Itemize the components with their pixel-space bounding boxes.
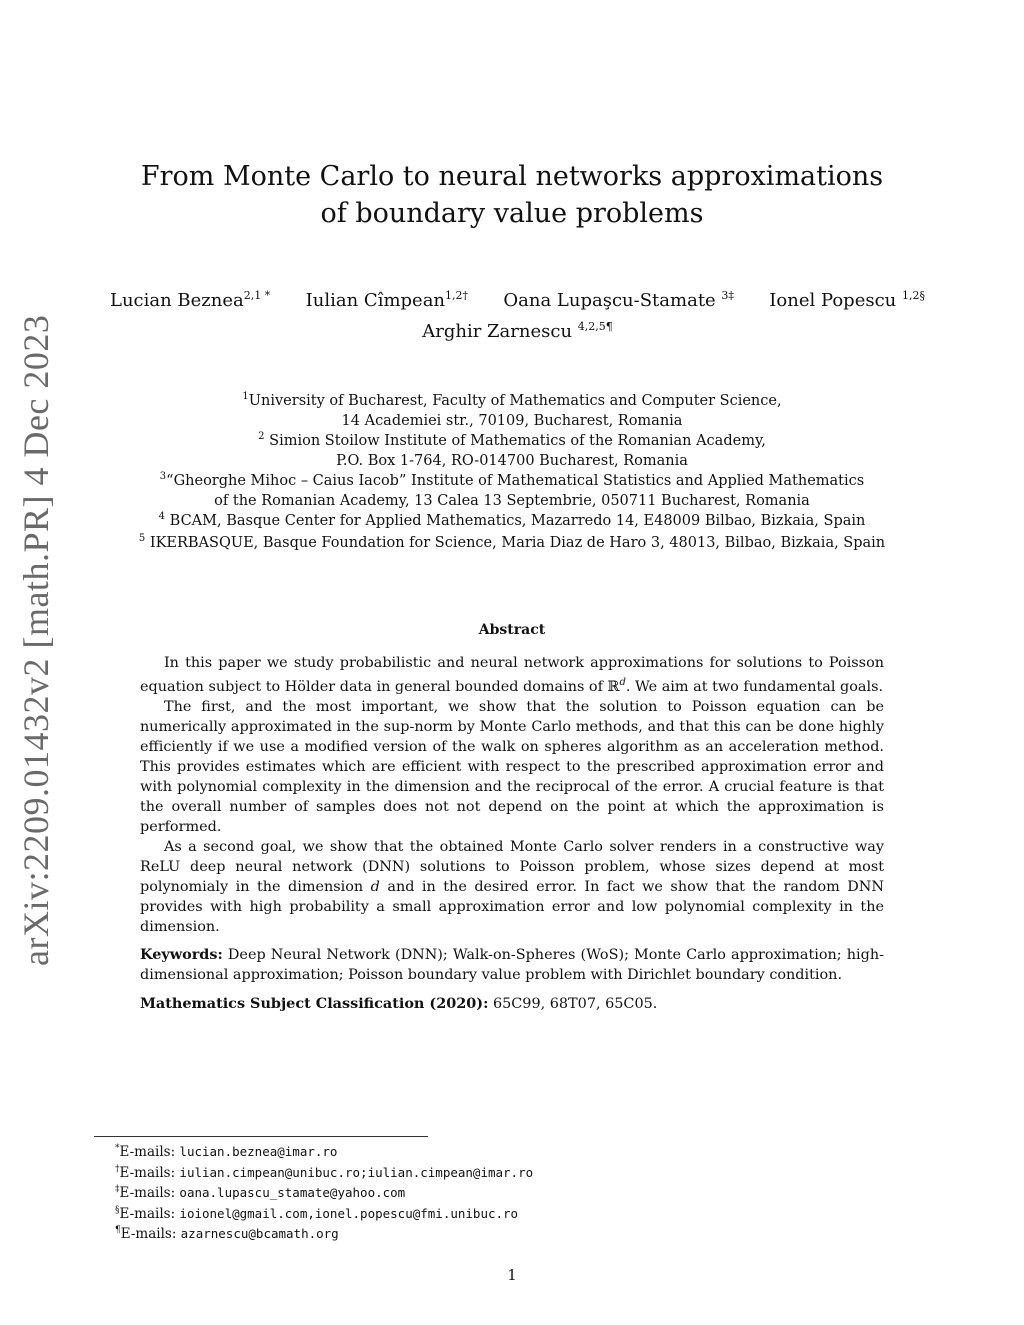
affiliation-3: $^3$“Gheorghe Mihoc – Caius Iacob” Institute of Mathematical Statistics and Applied Mathematics of the Romanian Academy, 13 Calea 13 Septembrie, 050711 Bucharest, Romania	[159, 471, 865, 509]
author-popescu: Ionel Popescu $^{1,2\S}$	[769, 289, 925, 311]
abstract-heading: Abstract	[478, 622, 546, 638]
affiliation-5: $^5$ IKERBASQUE, Basque Foundation for Science, Maria Diaz de Haro 3, 48013, Bilbao, Bizkaia, Spain	[138, 533, 886, 551]
abstract-paragraph-3: As a second goal, we show that the obtained Monte Carlo solver renders in a constructive way ReLU deep neural network (DNN) solutions to Poisson problem, whose sizes depend at most polynomialy in the dimension d and in the desired error. In fact we show that the random DNN provides with high probability a small approximation error and low polynomial complexity in the dimension.	[140, 838, 884, 935]
footnote-popescu: §E-mails: ioionel@gmail.com,ionel.popescu@fmi.unibuc.ro	[115, 1205, 519, 1222]
keywords: Keywords: Deep Neural Network (DNN); Walk-on-Spheres (WoS); Monte Carlo approximation; high-dimensional approximation; Poisson boundary value problem with Dirichlet boundary condition.	[140, 945, 884, 983]
affiliation-2: $^2$ Simion Stoilow Institute of Mathematics of the Romanian Academy, P.O. Box 1-764, RO-014700 Bucharest, Romania	[258, 431, 766, 469]
footnote-zarnescu: ¶E-mails: azarnescu@bcamath.org	[115, 1225, 339, 1242]
title-line-1: From Monte Carlo to neural networks approximations	[140, 161, 884, 192]
affiliation-4: $^4$ BCAM, Basque Center for Applied Mathematics, Mazarredo 14, E48009 Bilbao, Bizkaia, Spain	[158, 511, 866, 529]
author-lupascu-stamate: Oana Lupaşcu-Stamate $^{3\ddagger}$	[503, 289, 734, 311]
math-reals: ℝ	[607, 678, 620, 695]
footnote-beznea: *E-mails: lucian.beznea@imar.ro	[115, 1143, 338, 1160]
affiliations	[100, 391, 924, 553]
abstract-paragraph-2: The first, and the most important, we show that the solution to Poisson equation can be numerically approximated in the sup-norm by Monte Carlo methods, and that this can be done highly efficiently if we use a modified version of the walk on spheres algorithm as an acceleration method. This provides estimates which are efficient with respect to the prescribed approximation error and with polynomial complexity in the dimension and the reciprocal of the error. A crucial feature is that the overall number of samples does not not depend on the point at which the approximation is performed.	[140, 698, 884, 835]
page-number: 1	[507, 1266, 517, 1284]
affiliation-1: $^1$University of Bucharest, Faculty of Mathematics and Computer Science, 14 Academiei str., 70109, Bucharest, Romania	[242, 391, 782, 429]
msc-classification: Mathematics Subject Classification (2020): 65C99, 68T07, 65C05.	[140, 994, 658, 1012]
author-list	[110, 290, 925, 342]
paper-title	[0, 158, 1024, 232]
author-zarnescu: Arghir Zarnescu $^{4,2,5\P}$	[422, 320, 613, 342]
footnotes	[115, 1142, 915, 1245]
arxiv-stamp: arXiv:2209.01432v2 [math.PR] 4 Dec 2023	[16, 314, 56, 966]
abstract-body	[140, 653, 884, 1014]
author-cimpean: Iulian Cîmpean$^{1,2\dagger}$	[305, 289, 469, 311]
abstract-paragraph-1: In this paper we study probabilistic and neural network approximations for solutions to Poisson equation subject to Hölder data in general bounded domains of ℝ$^d$. We aim at two fundamental goals.	[140, 655, 884, 695]
footnote-lupascu: ‡E-mails: oana.lupascu_stamate@yahoo.com	[115, 1184, 406, 1201]
title-line-2: of boundary value problems	[320, 198, 704, 229]
footnote-cimpean: †E-mails: iulian.cimpean@unibuc.ro;iulian.cimpean@imar.ro	[115, 1164, 534, 1181]
footnote-divider	[94, 1136, 428, 1137]
author-beznea: Lucian Beznea$^{2,1 *}$	[110, 289, 271, 311]
